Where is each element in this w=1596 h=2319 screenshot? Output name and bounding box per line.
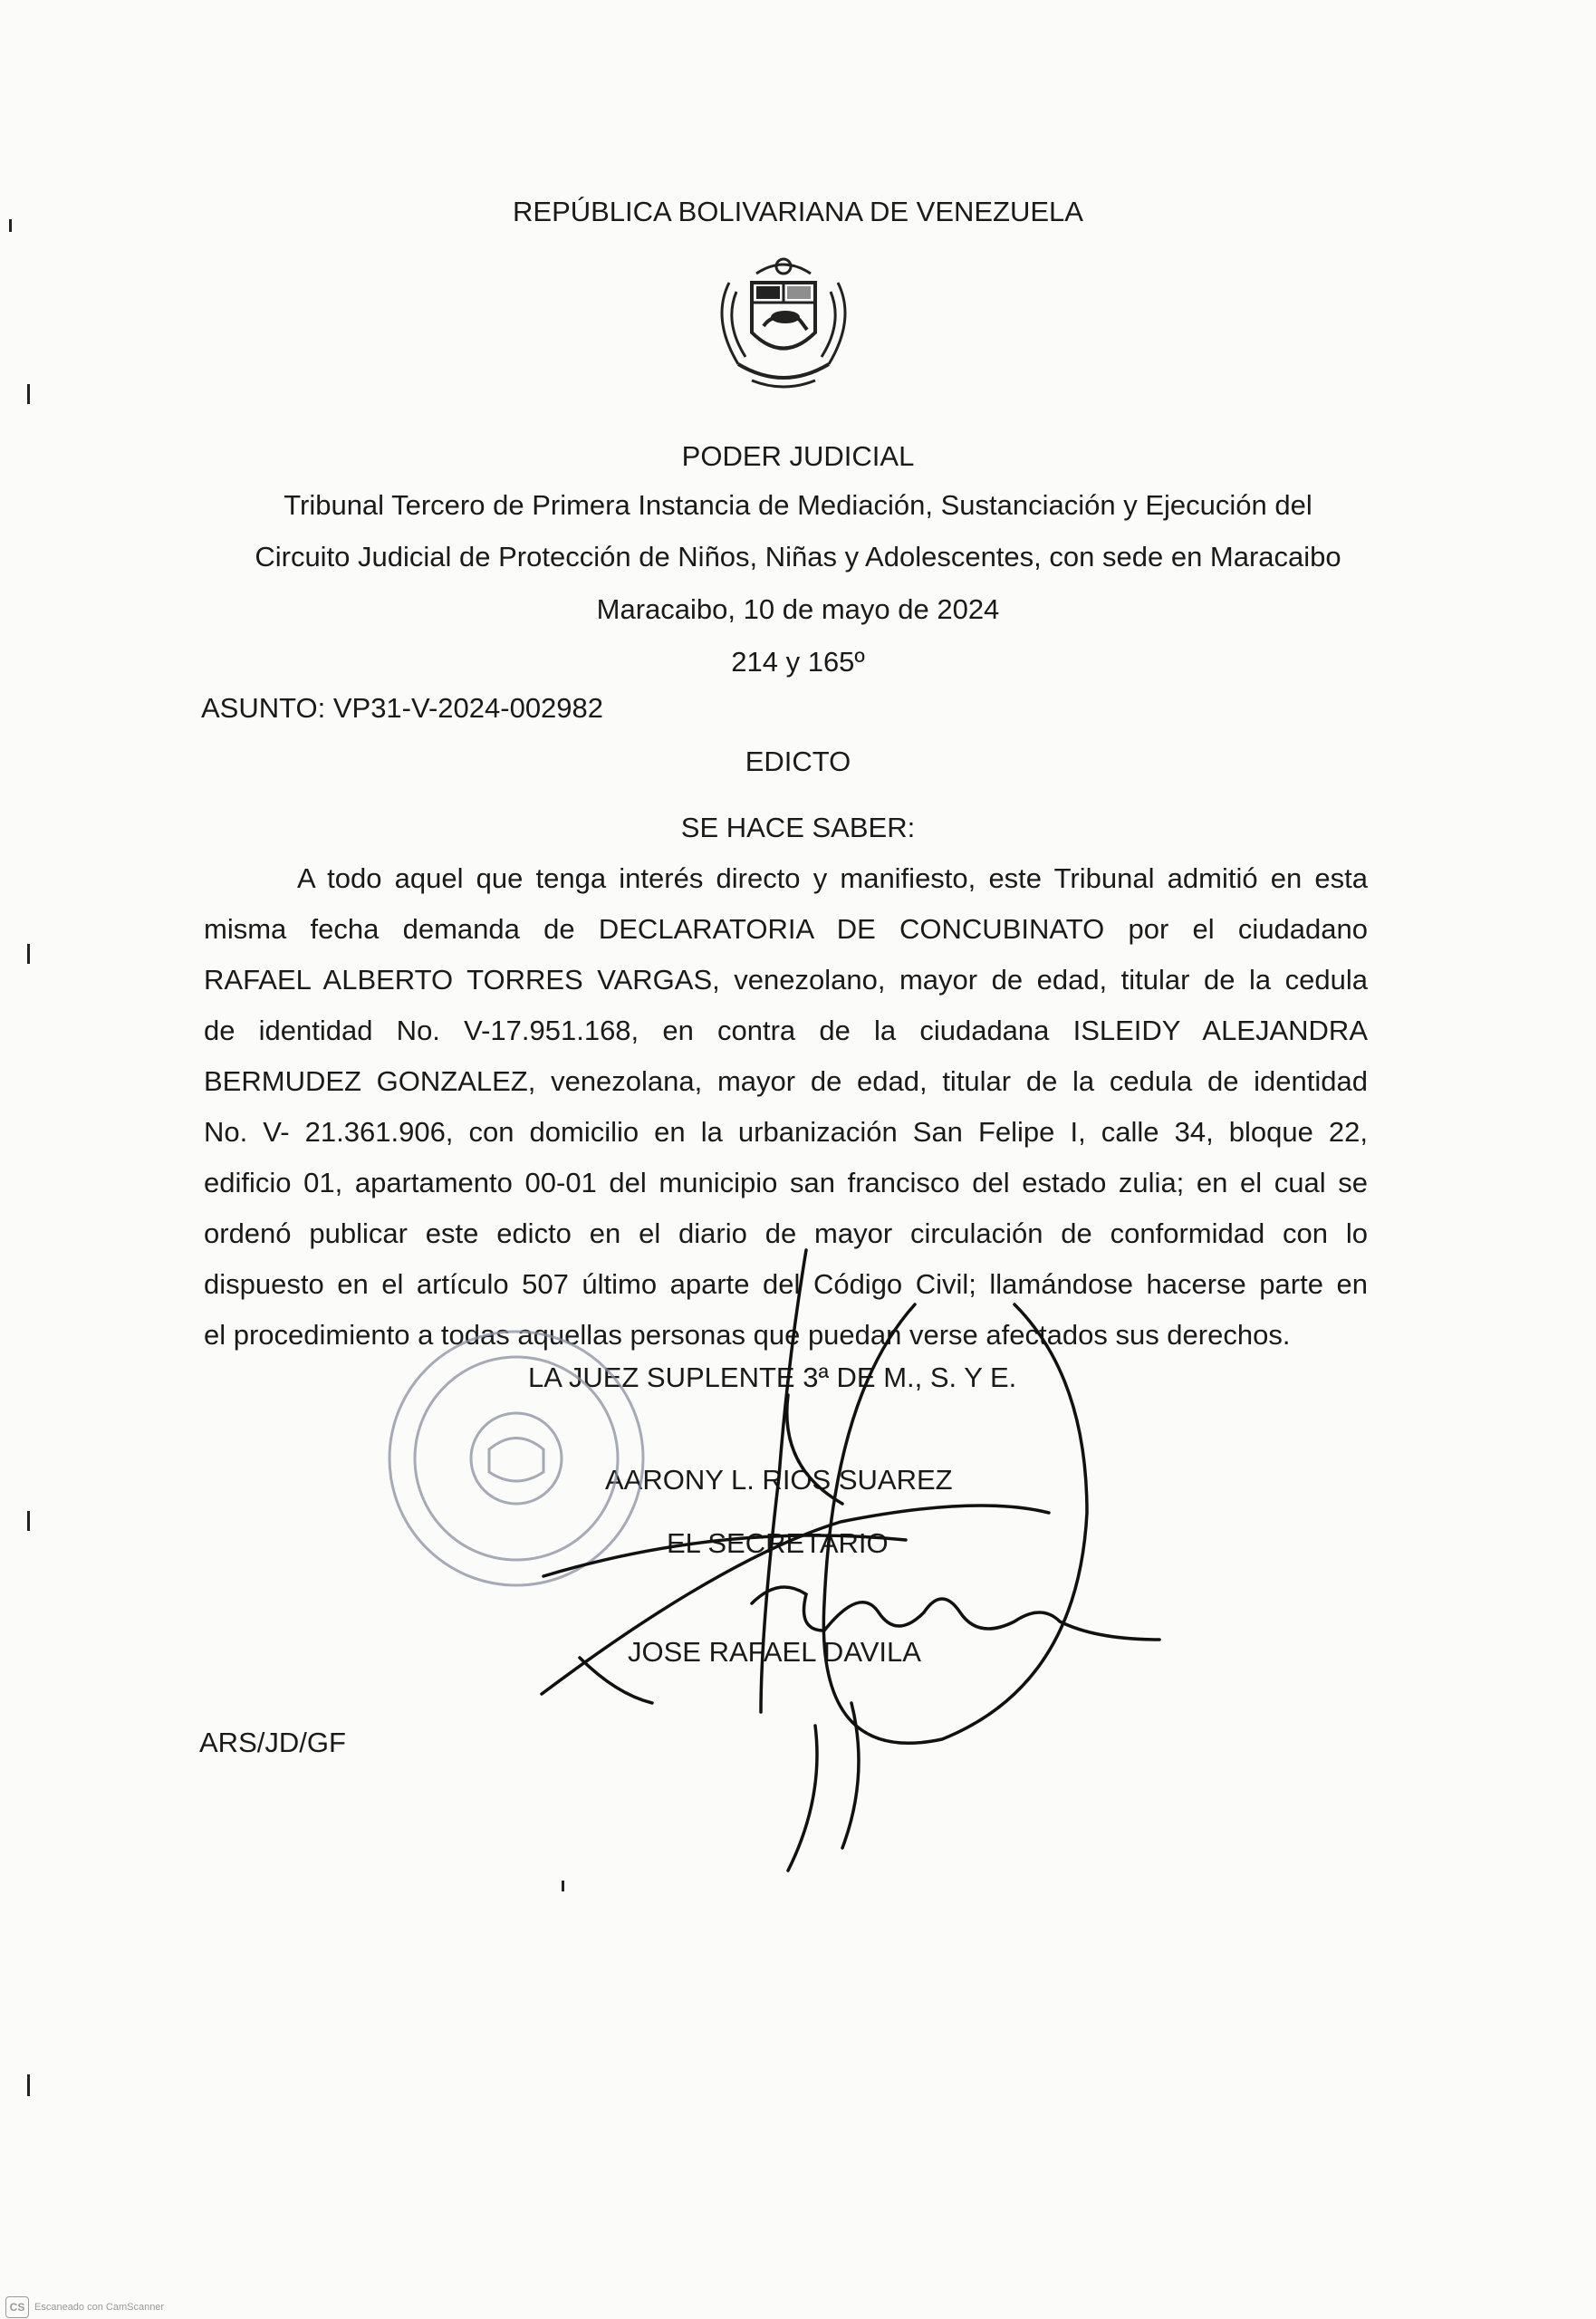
camscanner-logo-icon: CS bbox=[5, 2296, 29, 2318]
republic-heading: REPÚBLICA BOLIVARIANA DE VENEZUELA bbox=[513, 196, 1083, 227]
judge-name: AARONY L. RIOS SUAREZ bbox=[605, 1464, 953, 1496]
margin-mark bbox=[562, 1881, 564, 1891]
judge-title: LA JUEZ SUPLENTE 3ª DE M., S. Y E. bbox=[528, 1362, 1017, 1393]
scanner-text: Escaneado con CamScanner bbox=[34, 2302, 165, 2313]
document-date: Maracaibo, 10 de mayo de 2024 bbox=[596, 593, 1000, 625]
body-line: A todo aquel que tenga interés directo y manifiesto, este Tribunal admitió en esta bbox=[297, 862, 1368, 894]
margin-mark bbox=[27, 384, 30, 404]
secretary-name: JOSE RAFAEL DAVILA bbox=[628, 1636, 921, 1668]
body-line: RAFAEL ALBERTO TORRES VARGAS, venezolano, mayor de edad, titular de la cedula bbox=[204, 964, 1368, 996]
body-line: ordenó publicar este edicto en el diario de mayor circulación de conformidad con lo bbox=[204, 1217, 1368, 1249]
body-line: de identidad No. V-17.951.168, en contra de la ciudadana ISLEIDY ALEJANDRA bbox=[204, 1015, 1368, 1046]
margin-mark bbox=[27, 944, 30, 964]
margin-mark bbox=[9, 219, 12, 232]
case-subject: ASUNTO: VP31-V-2024-002982 bbox=[201, 692, 604, 724]
body-line: No. V- 21.361.906, con domicilio en la urbanización San Felipe I, calle 34, bloque 22, bbox=[204, 1116, 1368, 1148]
body-line: BERMUDEZ GONZALEZ, venezolana, mayor de edad, titular de la cedula de identidad bbox=[204, 1065, 1368, 1097]
court-line-2: Circuito Judicial de Protección de Niños, Niñas y Adolescentes, con sede en Maracaibo bbox=[255, 541, 1341, 573]
document-title: EDICTO bbox=[745, 746, 851, 777]
body-line: misma fecha demanda de DECLARATORIA DE CONCUBINATO por el ciudadano bbox=[204, 913, 1368, 945]
secretary-title: EL SECRETARIO bbox=[667, 1527, 889, 1559]
scanner-footer bbox=[0, 2295, 1596, 2319]
margin-mark bbox=[27, 2074, 30, 2096]
body-line: edificio 01, apartamento 00-01 del municipio san francisco del estado zulia; en el cual se bbox=[204, 1167, 1368, 1198]
initials: ARS/JD/GF bbox=[199, 1727, 346, 1758]
court-line-1: Tribunal Tercero de Primera Instancia de Mediación, Sustanciación y Ejecución del bbox=[284, 489, 1312, 521]
branch-heading: PODER JUDICIAL bbox=[681, 440, 915, 472]
body-line: dispuesto en el artículo 507 último aparte del Código Civil; llamándose hacerse parte en bbox=[204, 1268, 1368, 1300]
document-subtitle: SE HACE SABER: bbox=[680, 812, 916, 843]
body-line: el procedimiento a todas aquellas personas que puedan verse afectados sus derechos. bbox=[204, 1319, 1291, 1351]
years-line: 214 y 165º bbox=[731, 646, 865, 678]
margin-mark bbox=[27, 1511, 30, 1531]
